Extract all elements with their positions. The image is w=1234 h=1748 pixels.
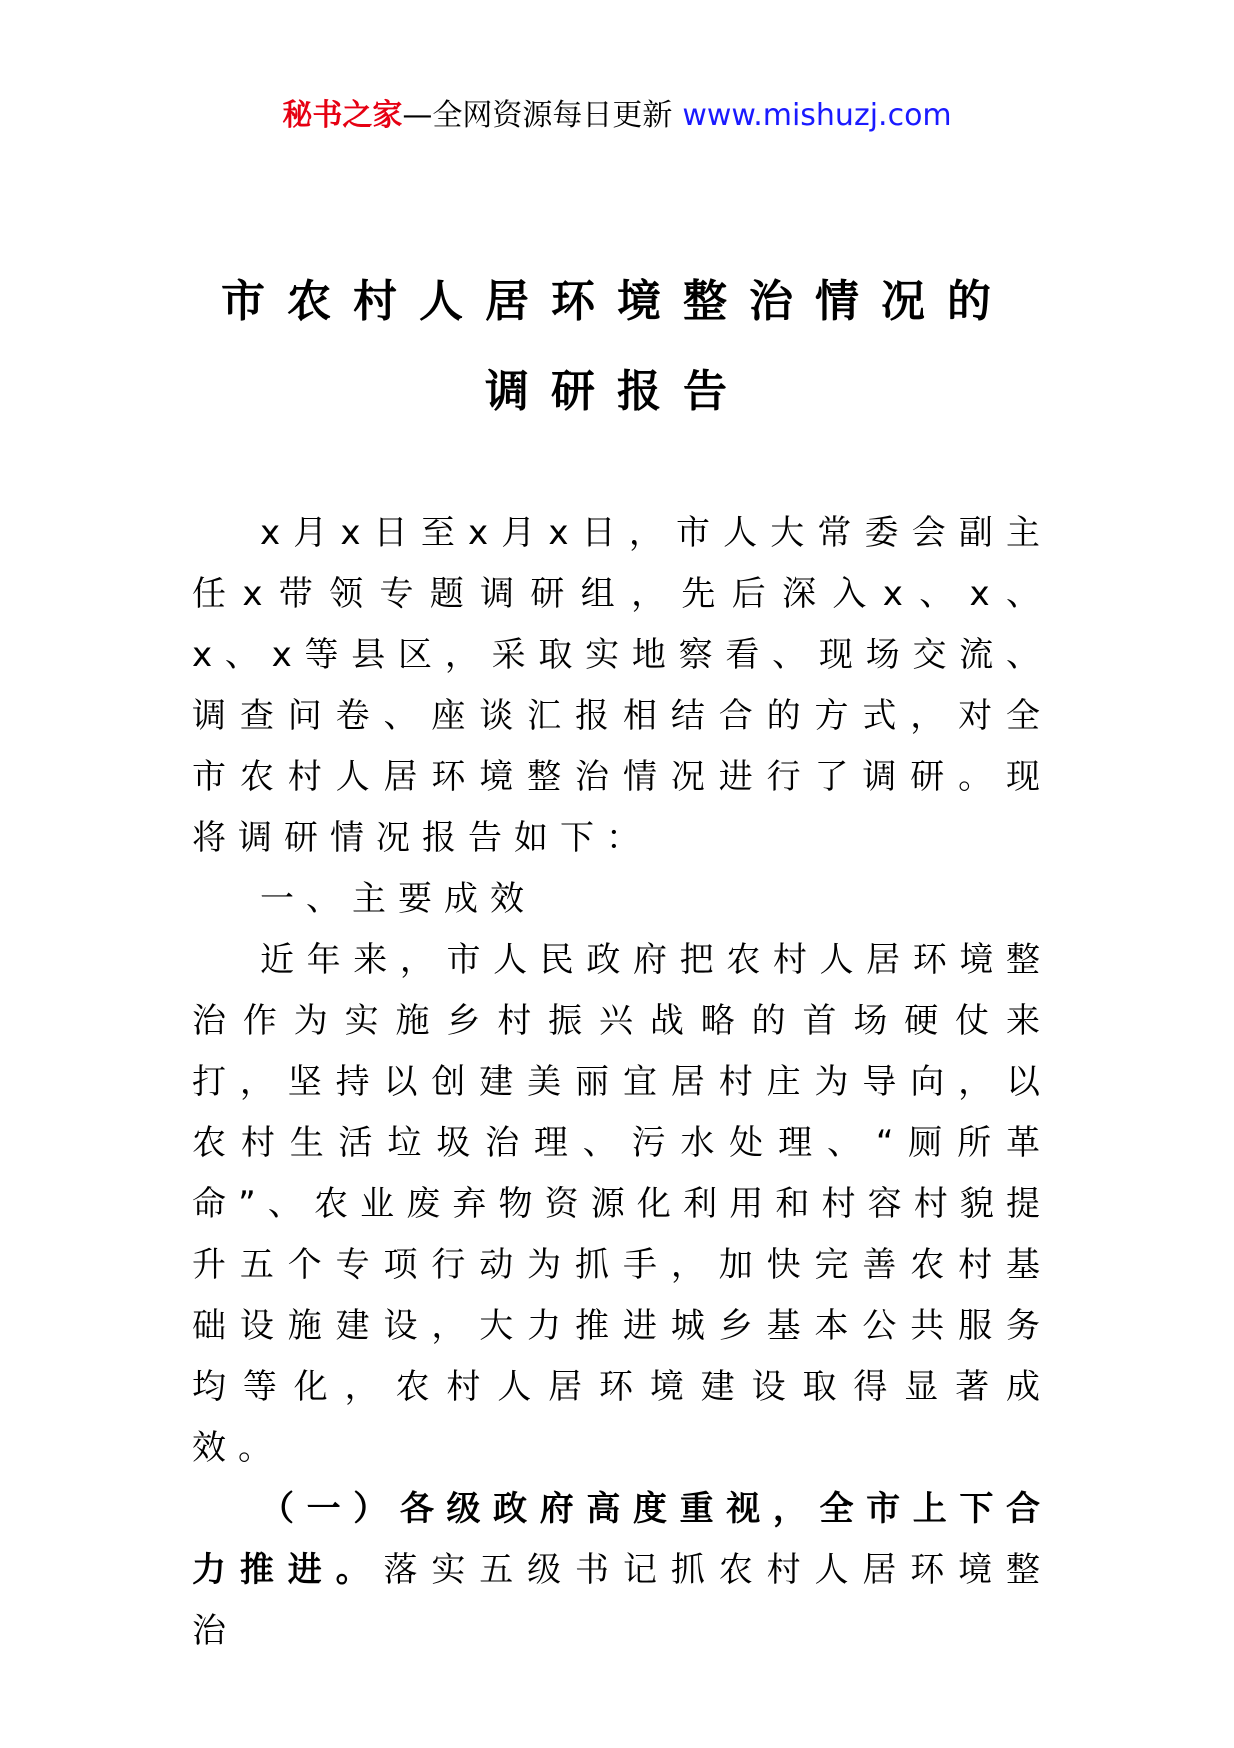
site-url-link[interactable]: www.mishuzj.com xyxy=(682,98,952,133)
document-title-line-2: 调研报告 xyxy=(485,366,749,417)
subsection-text: 落实五级书记抓农村人居环境整治 xyxy=(192,1550,1053,1651)
subsection-lead: （一）各级政府高度重视，全市上下合力推进。 xyxy=(192,1489,1052,1590)
site-brand: 秘书之家 xyxy=(282,98,403,133)
section-paragraph-main-results: 近年来，市人民政府把农村人居环境整治作为实施乡村振兴战略的首场硬仗来打，坚持以创建美丽宜居村庄为导向，以农村生活垃圾治理、污水处理、“厕所革命”、农业废弃物资源化利用和村容村貌提升五个专项行动为抓手，加快完善农村基础设施建设，大力推进城乡基本公共服务均等化，农村人居环境建设取得显著成效。 xyxy=(192,940,1052,1468)
document-title-line-1: 市农村人居环境整治情况的 xyxy=(221,276,1013,327)
site-header xyxy=(0,96,1234,136)
intro-paragraph: x月x日至x月x日，市人大常委会副主任x带领专题调研组，先后深入x、x、x、x等县区，采取实地察看、现场交流、调查问卷、座谈汇报相结合的方式，对全市农村人居环境整治情况进行了调研。现将调研情况报告如下： xyxy=(192,513,1052,858)
subsection-paragraph xyxy=(192,1479,1052,1662)
section-heading-main-results: 一、主要成效 xyxy=(260,879,536,919)
site-slogan: —全网资源每日更新 xyxy=(402,98,673,133)
document-body xyxy=(192,503,1052,1662)
